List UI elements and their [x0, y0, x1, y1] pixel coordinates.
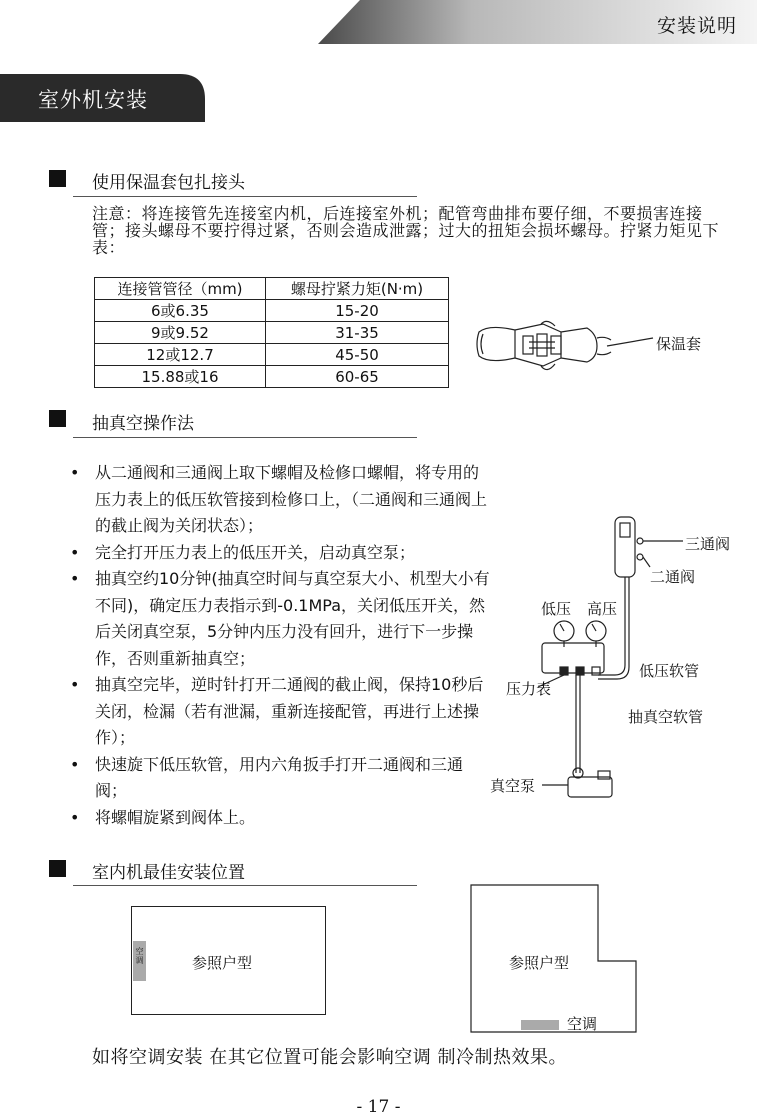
room-plan-label: 参照户型 — [509, 954, 570, 972]
subsection-rule — [73, 196, 417, 197]
table-header: 螺母拧紧力矩(N·m) — [266, 278, 449, 300]
bullet-mark: • — [70, 754, 80, 774]
table-cell: 60-65 — [266, 366, 449, 388]
step-text: 将螺帽旋紧到阀体上。 — [95, 807, 256, 827]
table-cell: 15-20 — [266, 300, 449, 322]
step-text: 完全打开压力表上的低压开关，启动真空泵； — [95, 542, 416, 562]
list-item — [70, 805, 490, 832]
page-number: - 17 - — [356, 1097, 401, 1117]
bullet-mark: • — [70, 463, 80, 482]
list-item — [70, 566, 490, 672]
section-bullet-square — [49, 410, 66, 427]
step-text: 抽真空约10分钟(抽真空时间与真空泵大小、机型大小有不同)，确定压力表指示到-0.1MPa，关闭低压开关，然后关闭真空泵，5分钟内压力没有回升，进行下一步操作，否则重新抽真空； — [95, 569, 490, 668]
table-cell: 15.88或16 — [95, 366, 266, 388]
low-pressure-hose-label: 低压软管 — [639, 662, 700, 680]
section-title: 室外机安装 — [38, 88, 148, 112]
torque-table — [94, 277, 449, 388]
vacuum-steps-list — [70, 460, 490, 831]
three-way-valve-label: 三通阀 — [685, 535, 731, 553]
list-item — [70, 540, 490, 567]
caution-note: 注意：将连接管先连接室内机，后连接室外机；配管弯曲排布要仔细，不要损害连接管；接头螺母不要拧得过紧，否则会造成泄露；过大的扭矩会损坏螺母。拧紧力矩见下表： — [92, 204, 720, 257]
table-cell: 31-35 — [266, 322, 449, 344]
subsection-rule — [73, 437, 417, 438]
bullet-mark: • — [70, 675, 80, 694]
gauge-label: 压力表 — [506, 680, 552, 698]
list-item — [70, 460, 490, 540]
vacuum-diagram — [480, 515, 750, 805]
section-bullet-square — [49, 170, 66, 187]
list-item — [70, 672, 490, 752]
bullet-mark: • — [70, 569, 80, 588]
table-header: 连接管管径（mm) — [95, 278, 266, 300]
insulation-sleeve-figure — [475, 318, 655, 374]
ac-unit-marker: 空调 — [133, 941, 146, 981]
table-cell: 45-50 — [266, 344, 449, 366]
valve-body — [615, 517, 635, 577]
table-cell: 6或6.35 — [95, 300, 266, 322]
step-text: 从二通阀和三通阀上取下螺帽及检修口螺帽，将专用的压力表上的低压软管接到检修口上，（二通阀和三通阀上的截止阀为关闭状态）； — [95, 463, 488, 535]
table-cell: 9或9.52 — [95, 322, 266, 344]
gauge-manifold — [542, 643, 604, 673]
vacuum-hose-label: 抽真空软管 — [628, 708, 704, 726]
ac-unit-marker — [521, 1020, 559, 1030]
header-band — [0, 0, 757, 44]
header-title: 安装说明 — [656, 15, 737, 37]
step-text: 快速旋下低压软管，用内六角扳手打开二通阀和三通阀； — [95, 754, 464, 800]
vacuum-pump — [568, 777, 612, 797]
table-cell: 12或12.7 — [95, 344, 266, 366]
list-item — [70, 752, 490, 805]
sleeve-label: 保温套 — [656, 335, 702, 353]
room-plan-label: 参照户型 — [192, 954, 253, 972]
subsection-title-placement: 室内机最佳安装位置 — [92, 863, 245, 883]
bullet-mark: • — [70, 542, 80, 562]
subsection-title-vacuum: 抽真空操作法 — [92, 414, 194, 434]
two-way-valve-label: 二通阀 — [650, 568, 696, 586]
section-bullet-square — [49, 860, 66, 877]
placement-footnote: 如将空调安装 在其它位置可能会影响空调 制冷制热效果。 — [92, 1047, 567, 1068]
low-pressure-label: 低压 — [541, 600, 572, 618]
ac-label: 空调 — [567, 1015, 598, 1033]
subsection-title-wrap: 使用保温套包扎接头 — [92, 173, 245, 193]
step-text: 抽真空完毕，逆时针打开二通阀的截止阀，保持10秒后关闭，检漏（若有泄漏，重新连接配管，再进行上述操作）； — [95, 675, 484, 747]
high-pressure-label: 高压 — [587, 600, 618, 618]
vacuum-pump-label: 真空泵 — [490, 777, 536, 795]
bullet-mark: • — [70, 807, 80, 827]
subsection-rule — [73, 885, 417, 886]
